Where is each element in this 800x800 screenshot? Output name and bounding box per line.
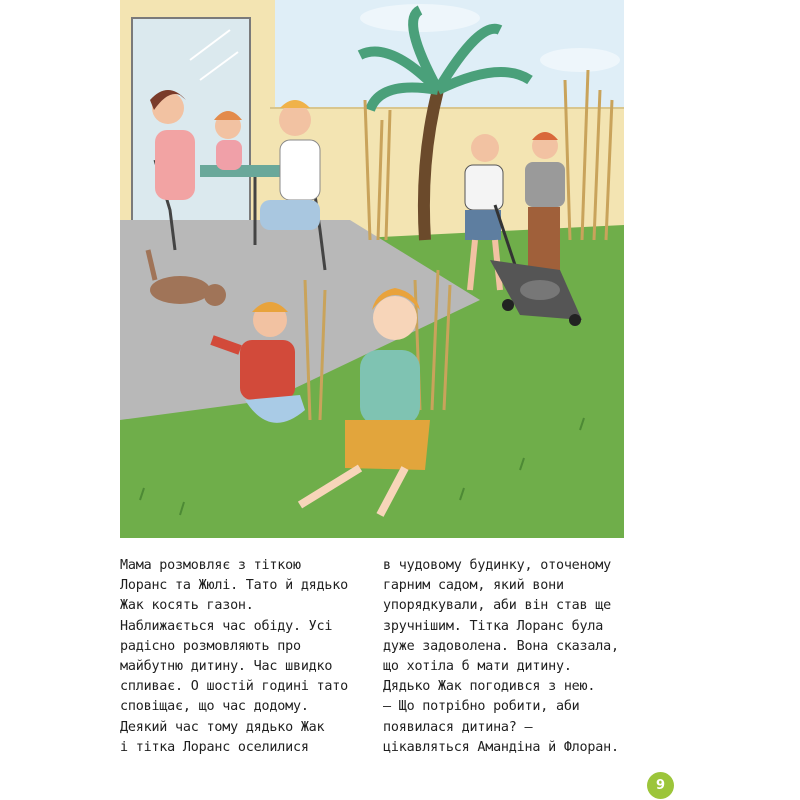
text-line: Мама розмовляє з тіткою	[120, 558, 301, 573]
text-line: — Що потрібно робити, аби	[383, 699, 580, 715]
text-line: майбутню дитину. Час швидко	[120, 659, 333, 675]
text-line: і тітка Лоранс оселилися	[120, 739, 309, 755]
story-text-right	[383, 556, 623, 758]
text-line: Лоранс та Жюлі. Тато й дядько	[120, 578, 348, 594]
text-line: спливає. О шостій годині тато	[120, 679, 348, 695]
text-line: дуже задоволена. Вона сказала,	[383, 638, 619, 654]
text-line: упорядкували, аби він став ще	[383, 598, 611, 614]
text-line: появилася дитина? —	[383, 719, 533, 735]
text-line: сповіщає, що час додому.	[120, 699, 309, 715]
text-line: цікавляться Амандіна й Флоран.	[383, 739, 619, 755]
text-line: в чудовому будинку, оточеному	[383, 558, 611, 573]
text-line: що хотіла б мати дитину.	[383, 659, 572, 675]
text-line: Деякий час тому дядько Жак	[120, 719, 325, 735]
text-line: Наближається час обіду. Усі	[120, 618, 333, 634]
story-text-left	[120, 556, 360, 758]
text-line: гарним садом, який вони	[383, 578, 564, 594]
page-number: 9	[655, 778, 666, 793]
text-line: Дядько Жак погодився з нею.	[383, 679, 596, 695]
page-number-badge	[647, 772, 674, 799]
garden-illustration	[120, 0, 624, 538]
text-line: радісно розмовляють про	[120, 638, 301, 654]
text-line: зручнішим. Тітка Лоранс була	[383, 618, 604, 634]
text-line: Жак косять газон.	[120, 598, 254, 614]
